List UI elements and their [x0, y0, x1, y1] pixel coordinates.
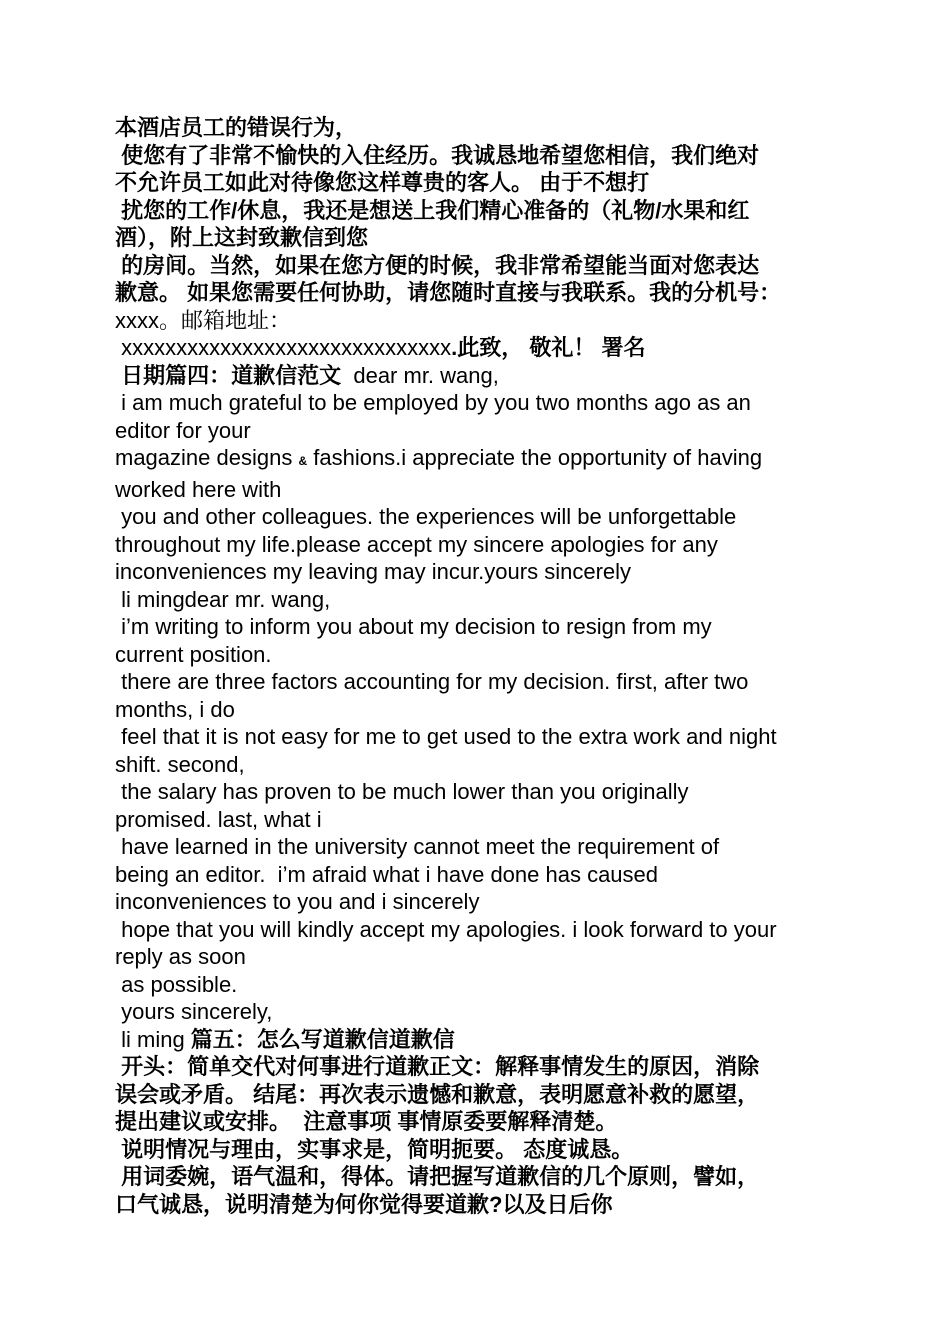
text-line: worked here with — [115, 476, 282, 502]
text-line: 提出建议或安排。 注意事项 事情原委要解释清楚。 — [115, 1109, 618, 1134]
section-heading: 篇五：怎么写道歉信道歉信 — [184, 1026, 455, 1052]
text-line: 口气诚恳，说明清楚为何你觉得要道歉?以及日后你 — [115, 1191, 613, 1217]
text-line: hope that you will kindly accept my apologies. i look forward to your — [115, 916, 777, 942]
text-line: feel that it is not easy for me to get used to the extra work and night — [115, 724, 777, 749]
text-line: have learned in the university cannot meet the requirement of — [115, 834, 720, 859]
text-line — [115, 1026, 845, 1054]
text-line — [115, 334, 845, 362]
text-segment: xxxx。邮箱地址： — [115, 307, 292, 333]
text-line: current position. — [115, 641, 272, 667]
section-heading: 日期篇四：道歉信范文 — [115, 362, 342, 388]
text-segment: fashions.i appreciate the opportunity of having — [307, 445, 763, 470]
document-body — [115, 114, 845, 1218]
text-line: the salary has proven to be much lower than you originally — [115, 779, 689, 804]
text-line: editor for your — [115, 417, 251, 443]
text-line: 用词委婉，语气温和，得体。请把握写道歉信的几个原则，譬如， — [115, 1164, 760, 1189]
text-segment: xxxxxxxxxxxxxxxxxxxxxxxxxxxxxx — [115, 335, 452, 360]
text-line: shift. second, — [115, 751, 245, 777]
text-line: as possible. — [115, 971, 238, 997]
text-line: 歉意。 如果您需要任何协助，请您随时直接与我联系。我的分机号： — [115, 280, 782, 305]
text-segment: magazine designs — [115, 445, 299, 470]
text-line: throughout my life.please accept my sincere apologies for any — [115, 531, 718, 557]
text-line: reply as soon — [115, 944, 246, 969]
text-line: 说明情况与理由，实事求是，简明扼要。 态度诚恳。 — [115, 1136, 634, 1162]
text-line: 酒），附上这封致歉信到您 — [115, 225, 369, 250]
text-line: inconveniences my leaving may incur.yours sincerely — [115, 559, 632, 584]
text-line — [115, 307, 845, 335]
text-segment: .此致， 敬礼！ 署名 — [451, 335, 646, 360]
text-line: 不允许员工如此对待像您这样尊贵的客人。 由于不想打 — [115, 170, 650, 195]
text-line: being an editor. i’m afraid what i have done has caused — [115, 861, 659, 887]
text-line: 开头：简单交代对何事进行道歉正文：解释事情发生的原因，消除 — [115, 1054, 760, 1079]
text-line: i’m writing to inform you about my decision to resign from my — [115, 614, 712, 639]
text-line: inconveniences to you and i sincerely — [115, 889, 480, 914]
text-line — [115, 362, 845, 390]
text-line — [115, 444, 845, 476]
text-line: promised. last, what i — [115, 806, 322, 832]
text-line: 误会或矛盾。 结尾：再次表示遗憾和歉意，表明愿意补救的愿望， — [115, 1081, 760, 1107]
text-line: li mingdear mr. wang, — [115, 586, 331, 612]
text-line: yours sincerely, — [115, 999, 273, 1024]
text-line: months, i do — [115, 696, 235, 722]
text-line: there are three factors accounting for my decision. first, after two — [115, 669, 749, 694]
text-segment: li ming — [115, 1026, 185, 1052]
text-line: 扰您的工作/休息，我还是想送上我们精心准备的（礼物/水果和红 — [115, 197, 750, 223]
text-line: you and other colleagues. the experiences will be unforgettable — [115, 504, 737, 529]
text-line: 的房间。当然，如果在您方便的时候，我非常希望能当面对您表达 — [115, 252, 760, 278]
text-line: i am much grateful to be employed by you two months ago as an — [115, 390, 751, 415]
text-line: 本酒店员工的错误行为， — [115, 115, 358, 140]
ampersand-glyph: & — [298, 454, 308, 468]
text-line: 使您有了非常不愉快的入住经历。我诚恳地希望您相信，我们绝对 — [115, 142, 760, 168]
text-segment: dear mr. wang, — [341, 362, 499, 388]
